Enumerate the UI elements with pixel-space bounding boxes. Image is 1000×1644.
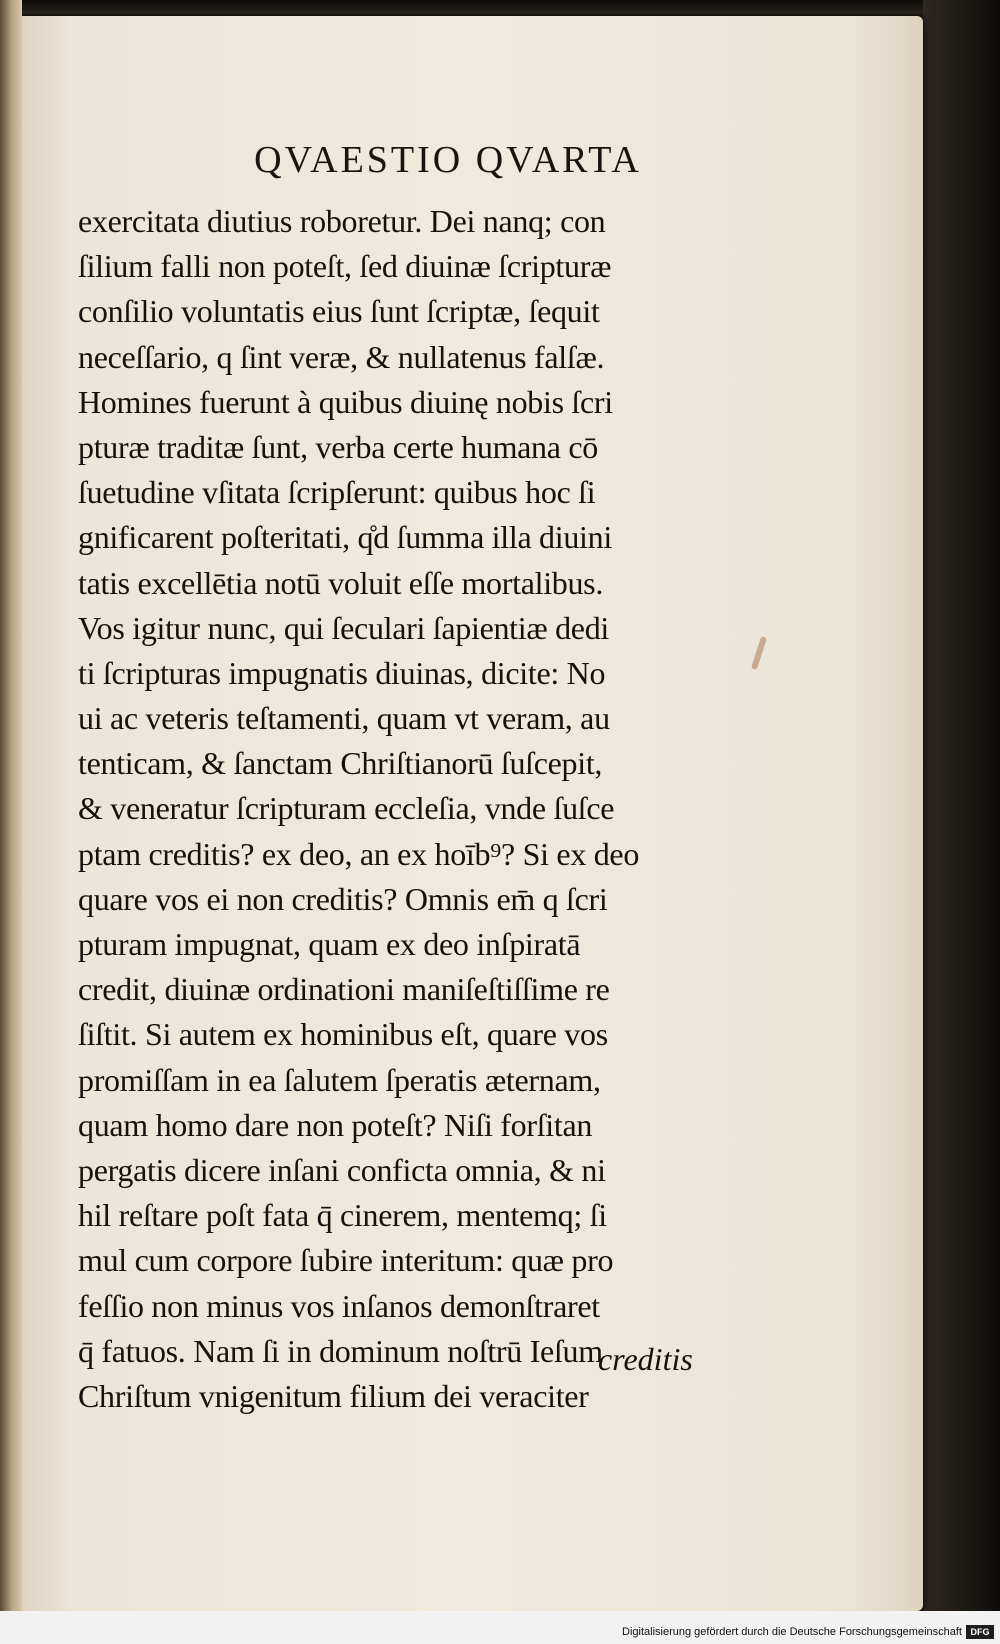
paper-stain: [751, 636, 767, 670]
book-page: [18, 16, 923, 1611]
text-block: [78, 199, 748, 1419]
text-line: credit, diuinæ ordinationi maniſeſtiſſime re: [78, 971, 610, 1008]
text-line: ptam creditis? ex deo, an ex hoīb⁹? Si ex deo: [78, 835, 640, 872]
page-heading: QVAESTIO QVARTA: [254, 139, 642, 181]
text-line: hil reſtare poſt fata q̄ cinerem, mentemq; ſi: [78, 1197, 607, 1234]
text-line: mul cum corpore ſubire interitum: quæ pro: [78, 1242, 614, 1279]
text-line: pergatis dicere inſani conficta omnia, & ni: [78, 1151, 606, 1188]
text-line: ſiſtit. Si autem ex hominibus eſt, quare vos: [78, 1016, 608, 1053]
scan-background-right: [923, 0, 1000, 1644]
text-line: pturæ traditæ ſunt, verba certe humana cō: [78, 428, 598, 465]
text-line: ui ac veteris teſtamenti, quam vt veram, au: [78, 700, 610, 737]
book-spine: [0, 0, 22, 1644]
digitization-footer: [0, 1611, 1000, 1644]
text-line: ti ſcripturas impugnatis diuinas, dicite: No: [78, 654, 606, 691]
text-line: tatis excellētia notū voluit eſſe mortalibus.: [78, 564, 604, 601]
text-line: promiſſam in ea ſalutem ſperatis æternam,: [78, 1061, 601, 1098]
text-line: exercitata diutius roboretur. Dei nanq; con: [78, 203, 606, 239]
text-line: feſſio non minus vos inſanos demonſtraret: [78, 1287, 600, 1324]
text-line: quam homo dare non poteſt? Niſi forſitan: [78, 1106, 593, 1143]
text-line: ſuetudine vſitata ſcripſerunt: quibus hoc ſi: [78, 474, 596, 511]
text-line: neceſſario, q ſint veræ, & nullatenus falſæ.: [78, 338, 605, 375]
text-line: ſilium falli non poteſt, ſed diuinæ ſcripturæ: [78, 248, 612, 285]
scan-top-edge: [0, 0, 1000, 14]
text-line: tenticam, & ſanctam Chriſtianorū ſuſcepit,: [78, 745, 603, 782]
text-line: Homines fuerunt à quibus diuinę nobis ſcri: [78, 383, 613, 420]
funding-credit: Digitalisierung gefördert durch die Deutsche Forschungsgemeinschaft: [622, 1626, 962, 1638]
text-line: pturam impugnat, quam ex deo inſpiratā: [78, 926, 581, 962]
text-line: gnificarent poſteritati, q̊d ſumma illa diuini: [78, 519, 612, 556]
text-line: quare vos ei non creditis? Omnis em̄ q ſcri: [78, 880, 608, 917]
text-line: Vos igitur nunc, qui ſeculari ſapientiæ dedi: [78, 609, 610, 646]
text-line: conſilio voluntatis eius ſunt ſcriptæ, ſequit: [78, 293, 600, 330]
text-line: Chriſtum vnigenitum filium dei veraciter: [78, 1377, 589, 1414]
catchword: creditis: [598, 1341, 693, 1377]
dfg-logo: DFG: [966, 1625, 994, 1639]
text-line: q̄ fatuos. Nam ſi in dominum noſtrū Ieſum: [78, 1332, 603, 1369]
text-line: & veneratur ſcripturam eccleſia, vnde ſuſce: [78, 790, 615, 827]
